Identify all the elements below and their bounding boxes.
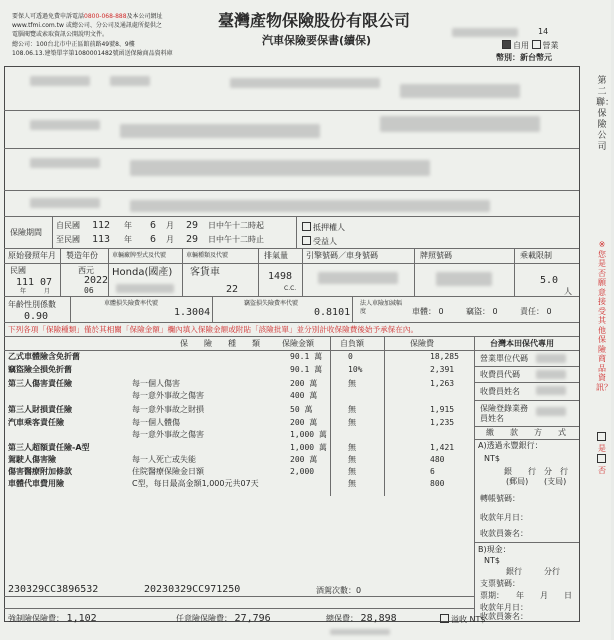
due-date: 票期： 年 月 日 [480,591,572,600]
coverage-deductible: 無 [348,418,356,427]
displacement: 1498 [268,271,293,282]
coverage-detail: 每一意外事故之財損 [132,405,204,414]
doc-number: 14 [538,27,549,36]
refund-option: 溢收 NT$ [440,614,486,624]
coverage-premium: 1,421 [430,443,455,452]
col-brand: 車輛廠牌型式及代號 [112,252,167,259]
redacted-field [30,198,100,208]
beneficiary-checkbox[interactable] [302,236,311,245]
period-from-label: 自民國 [56,221,80,230]
surcharge-vehicle: 車體： 0 [412,307,444,316]
col-reg-date: 原始發照年月 [8,251,56,260]
period-to-label: 至民國 [56,235,80,244]
coverage-amount: 200 萬 [290,418,318,427]
clerk-name-label: 收費員姓名 [480,387,520,396]
copy-label: 第二聯：保險公司 [596,76,614,152]
coverage-name: 第三人傷害責任險 [8,379,72,388]
notice-line-2: www.tfmi.com.tw 或總公司、分公司及通訊處所提供之 [12,22,162,29]
coverage-detail: 住院醫療保險金日額 [132,467,204,476]
coverage-warning: 下列各項「保險種類」僅於其相關「保險金額」欄內填入保險金額或附貼「該險批單」並分別計收保險費後始予承保在內。 [8,325,419,334]
make-month: 06 [84,286,94,295]
coverage-amount: 200 萬 [290,455,318,464]
redacted-field [110,76,150,86]
dui-count: 酒駕次數：0 [316,586,362,595]
clerk-code-label: 收費員代碼 [480,370,520,379]
tracking-code-1: 230329CC3896532 [8,584,99,595]
col-deductible: 自負額 [340,339,364,348]
registrar-label: 保險登錄業務員姓名 [480,404,528,423]
col-seats: 乘載限制 [520,251,552,260]
to-year: 113 [92,234,111,245]
option-a: A)透過永豐銀行： [478,441,543,450]
mortgagee-option: 抵押權人 [302,222,345,232]
coverage-name: 第三人超額責任險-A型 [8,443,90,452]
coverage-name: 竊盜險全損免折舊 [8,365,72,374]
redacted-field [400,84,520,98]
mortgagee-checkbox[interactable] [302,222,311,231]
coverage-deductible: 無 [348,443,356,452]
usage-options: 自用 營業 [502,40,559,50]
coverage-premium: 18,285 [430,352,459,361]
coverage-premium: 2,391 [430,365,455,374]
refund-checkbox[interactable] [440,614,449,623]
coverage-amount: 2,000 [290,467,315,476]
coverage-premium: 480 [430,455,445,464]
business-checkbox[interactable] [532,40,541,49]
company-name: 臺灣產物保險股份有限公司 [218,11,411,30]
no-checkbox[interactable] [597,454,606,463]
seat-limit: 5.0 [540,275,559,286]
marketing-yes: 是 [596,432,608,454]
coverage-deductible: 無 [348,455,356,464]
coverage-name: 駕駛人傷害險 [8,455,56,464]
doc-title: 汽車保險要保書(續保) [262,34,372,47]
theft-coef-label: 竊盜損失險費率代號 [244,300,299,307]
insurance-form: 要保人可透過免費申訴電話0800-068-888及本公司網址 www.tfmi.com.tw 或總公司、分公司及通訊處所提供之 電腦閱覽或索取資訊公開說明文件。 總公司：100台北市中正區館前路49號8、9樓 108.06.13.建築單字第1080001482號函送保險商品資料庫 臺灣產物保險股份有限公司 汽車保險要保書(續保) 14 自用 營業 幣別：新台幣元 第二聯：保險公司 ※您是否願意接受其他保險商品資訊？ 是 否 保險期間 自民國 至民國 112 113 年 年 6 6 月 月 29 29 日中午十二時起 日中午十二時止 抵押權人 受益人 原始發照年月 製造年份 車輛廠牌型式及代號 車輛種類及代號 排氣量 引擎號碼／車身號碼 牌照號碼 乘載限制 民國 111 07 年 月 西元 2022 06 Honda(國產) 客貨車 22 1498 C.C. 5.0 人 年齡性別係數 0.90 車體損失險費率代號 1.3004 竊盜損失險費率代號 0.8101 法人車險加減幅度 車體： 0 竊盜： 0 責任： 0 下列各項「保險種類」僅於其相關「保險金額」欄內填入保險金額或附貼「該險批單」並分別計收保險費後始予承保在內。 保 險 種 類 保險金額 自負額 保險費 乙式車體險含免折舊 90.1 萬 0 18,285 竊盜險全損免折舊 90.1 萬 10% 2,391 第三人傷害責任險 每一個人傷害 200 萬 無 1,263 每一意外事故之傷害 400 萬 第三人財損責任險 每一意外事故之財損 50 萬 無 1,915 汽車乘客責任險 每一個人體傷 200 萬 無 1,235 每一意外事故之傷害 1,000 萬 第三人超額責任險-A型 1,000 萬 無 1,421 駕駛人傷害險 每一人死亡或失能 200 萬 無 480 傷害醫療附加條款 住院醫療保險金日額 2,000 無 6 車體代車費用險 C型，每日最高金額1,000元共07天 無 800 台灣本田保代專用 營業單位代碼 收費員代碼 收費員姓名 保險登錄業務員姓名 繳 款 方 式 A)透過永豐銀行： NT$ 銀 行 分 行 (郵局) (支局) 轉帳號碼： 收款年月日： 收款員簽名： B)現金： NT$ 銀行 分行 支票號碼： 票期： 年 月 日 收款年月日： 收款員簽名： 230329CC3896532 20230329CC971250 酒駕次數：0 強制險保險費： 1,102 任意險保險費： 27,796 總保費： 28,898 溢收 NT$ [0,0,611,640]
payment-title: 繳 款 方 式 [486,428,566,437]
loss-coef-label: 車體損失險費率代號 [104,300,159,307]
redacted-field [130,160,430,176]
col-plate: 牌照號碼 [420,251,452,260]
yes-checkbox[interactable] [597,432,606,441]
col-make-year: 製造年份 [66,251,98,260]
coverage-premium: 1,915 [430,405,455,414]
col-engine: 引擎號碼／車身號碼 [306,251,378,260]
coverage-premium: 1,263 [430,379,455,388]
to-month: 6 [150,234,157,245]
vehicle-brand: Honda(國產) [112,267,173,278]
coverage-detail: 每一個人傷害 [132,379,180,388]
beneficiary-option: 受益人 [302,236,337,246]
coverage-deductible: 無 [348,467,356,476]
redacted-field [30,158,100,168]
coverage-detail: 每一意外事故之傷害 [132,391,204,400]
notice-line-5: 108.06.13.建築單字第1080001482號函送保險商品資料庫 [12,50,173,57]
coverage-detail: 每一人死亡或失能 [132,455,196,464]
redacted-field [120,124,320,138]
marketing-notice: ※您是否願意接受其他保險商品資訊？ [596,240,612,392]
coverage-amount: 400 萬 [290,391,318,400]
notice-line-1: 要保人可透過免費申訴電話0800-068-888及本公司網址 [12,13,163,20]
redacted-field [130,200,490,212]
coverage-detail: C型，每日最高金額1,000元共07天 [132,479,259,488]
tracking-code-2: 20230329CC971250 [144,584,241,595]
coverage-deductible: 無 [348,405,356,414]
coverage-premium: 800 [430,479,445,488]
coverage-amount: 50 萬 [290,405,313,414]
coverage-name: 傷害醫療附加條款 [8,467,72,476]
coverage-deductible: 10% [348,365,363,374]
age-coef-value: 0.90 [24,311,49,322]
coverage-deductible: 無 [348,479,356,488]
theft-coef-value: 0.8101 [314,307,351,318]
currency-label: 幣別：新台幣元 [496,53,552,62]
redacted-field [230,78,380,88]
coverage-name: 乙式車體險含免折舊 [8,352,80,361]
coverage-deductible: 無 [348,379,356,388]
coverage-detail: 每一意外事故之傷害 [132,430,204,439]
private-checkbox[interactable] [502,40,511,49]
col-amount: 保險金額 [282,339,314,348]
option-b: B)現金： [478,545,511,554]
coverage-deductible: 0 [348,352,353,361]
reg-month: 07 [40,277,53,288]
redacted-plate [436,272,492,286]
redacted-model [116,284,174,293]
period-label: 保險期間 [10,228,42,237]
col-type: 車輛種類及代號 [186,252,229,259]
redacted-policy-no [452,28,518,37]
from-month: 6 [150,220,157,231]
from-year: 112 [92,220,111,231]
surcharge-theft: 竊盜： 0 [466,307,498,316]
age-coef-label: 年齡性別係數 [8,300,56,309]
make-year: 2022 [84,275,109,286]
marketing-no: 否 [596,454,608,476]
coverage-amount: 90.1 萬 [290,365,323,374]
notice-line-4: 總公司：100台北市中正區館前路49號8、9樓 [12,41,135,48]
coverage-premium: 6 [430,467,435,476]
coverage-detail: 每一個人體傷 [132,418,180,427]
redacted-field [30,120,100,130]
compulsory-premium: 強制險保險費： 1,102 [8,613,97,624]
notice-line-3: 電腦閱覽或索取資訊公開說明文件。 [12,31,109,38]
col-coverage-type: 保 險 種 類 [180,339,260,348]
col-displacement: 排氣量 [264,251,288,260]
reg-year: 111 [16,277,35,288]
redacted-field [380,116,540,132]
coverage-amount: 90.1 萬 [290,352,323,361]
loss-coef-value: 1.3004 [174,307,211,318]
coverage-name: 第三人財損責任險 [8,405,72,414]
col-premium: 保險費 [410,339,434,348]
vehicle-type-code: 22 [226,284,239,295]
voluntary-premium: 任意險保險費： 27,796 [176,613,271,624]
coverage-amount: 200 萬 [290,379,318,388]
coverage-amount: 1,000 萬 [290,443,327,452]
coverage-amount: 1,000 萬 [290,430,327,439]
vehicle-type: 客貨車 [190,267,220,278]
redacted-engine [318,272,398,284]
coverage-name: 汽車乘客責任險 [8,418,64,427]
total-premium: 總保費： 28,898 [326,613,397,624]
side-panel-title: 台灣本田保代專用 [490,339,554,348]
redacted-field [30,76,90,86]
surcharge-liability: 責任： 0 [520,307,552,316]
surcharge-label: 法人車險加減幅度 [360,300,403,315]
coverage-premium: 1,235 [430,418,455,427]
from-day: 29 [186,220,199,231]
unit-code-label: 營業單位代碼 [480,354,528,363]
to-day: 29 [186,234,199,245]
coverage-name: 車體代車費用險 [8,479,64,488]
